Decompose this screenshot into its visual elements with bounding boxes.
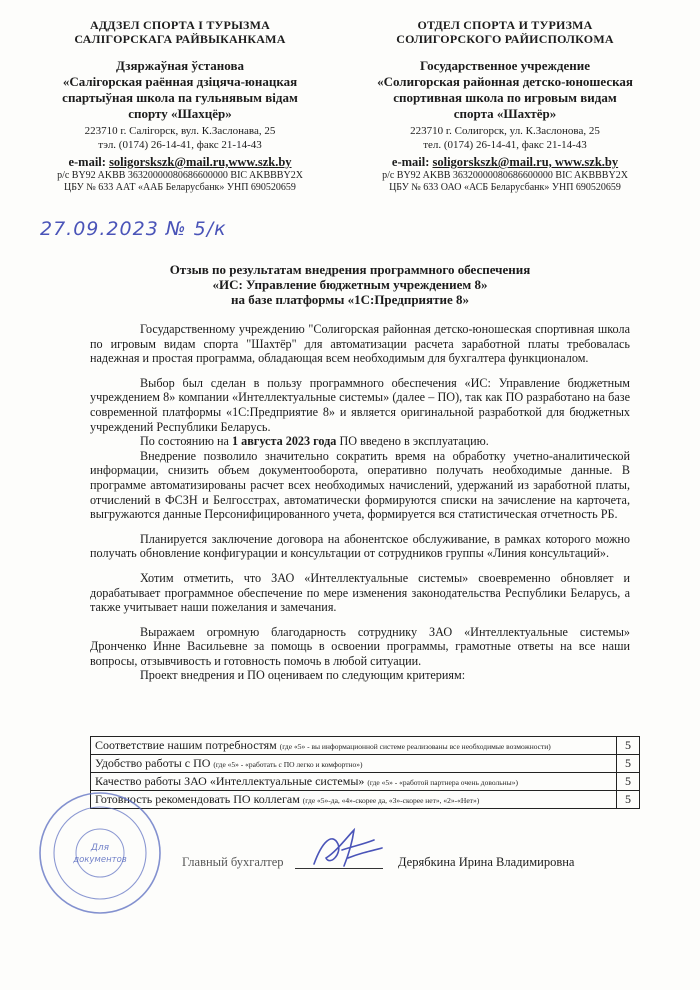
stamp-center-text-2: документов bbox=[73, 855, 127, 865]
signer-position: Главный бухгалтер bbox=[182, 855, 284, 869]
header-right bbox=[355, 18, 655, 194]
score-cell: 5 bbox=[617, 773, 640, 791]
criterion-cell bbox=[91, 773, 617, 791]
email-link[interactable]: soligorskszk@mail.ru, www.szk.by bbox=[432, 155, 619, 169]
addr-line1: 223710 г. Солигорск, ул. К.Заслонова, 25 bbox=[410, 125, 600, 137]
dept-line2-by: САЛІГОРСКАГА РАЙВЫКАНКАМА bbox=[74, 32, 286, 46]
inst-line1: Дзяржаўная ўстанова bbox=[116, 58, 244, 73]
criterion-label: Удобство работы с ПО bbox=[95, 756, 211, 770]
title-line2: «ИС: Управление бюджетным учреждением 8» bbox=[212, 277, 488, 292]
criterion-cell bbox=[91, 791, 617, 809]
criterion-cell bbox=[91, 755, 617, 773]
email-ru bbox=[355, 155, 655, 169]
paragraph-5: Планируется заключение договора на абонентское обслуживание, в рамках которого можно получать обновление конфигурации и консультации от сотрудников группы «Линия консультаций». bbox=[90, 531, 630, 561]
bank-line2: ЦБУ № 633 ААТ «ААБ Беларусбанк» УНП 690520659 bbox=[64, 182, 296, 193]
inst-line4: спорту «Шахцёр» bbox=[128, 106, 232, 121]
stamp-inner-ring bbox=[54, 807, 146, 899]
table-row bbox=[91, 791, 640, 809]
handwritten-date: 27.09.2023 № 5/к bbox=[40, 218, 227, 240]
criterion-cell bbox=[91, 737, 617, 755]
signer-name: Дерябкина Ирина Владимировна bbox=[398, 855, 575, 869]
score-cell: 5 bbox=[617, 737, 640, 755]
paragraph-4: Внедрение позволило значительно сократить время на обработку учетно-аналитической информации, снизить объем документооборота, оперативно получать необходимые данные. В программе автоматизированы расчет всех необходимых начислений, удержаний из заработной платы, отчислений в ФСЗН и Белгосстрах, автоматически формируются списки на зачисление на карточета, выгружаются данные Персонифицированного учета, формируется вся статистическая отчетность РБ. bbox=[90, 448, 630, 522]
bank-line1: р/с BY92 AKBB 36320000080686600000 BIC AKBBBY2X bbox=[382, 170, 628, 181]
paragraph-3 bbox=[90, 434, 630, 449]
email-by bbox=[30, 155, 330, 169]
signature-line bbox=[295, 868, 383, 869]
document-title bbox=[120, 262, 580, 307]
address-ru bbox=[355, 124, 655, 152]
criterion-label: Готовность рекомендовать ПО коллегам bbox=[95, 792, 300, 806]
criterion-label: Качество работы ЗАО «Интеллектуальные системы» bbox=[95, 774, 365, 788]
inst-line2: «Солигорская районная детско-юношеская bbox=[377, 74, 633, 89]
email-label: e-mail: bbox=[68, 155, 106, 169]
bank-details-ru bbox=[355, 170, 655, 194]
p3-pre: По состоянию на bbox=[140, 434, 232, 449]
table-row bbox=[91, 737, 640, 755]
criteria-table bbox=[90, 736, 640, 809]
table-row bbox=[91, 773, 640, 791]
bank-details-by bbox=[30, 170, 330, 194]
addr-line2: тел. (0174) 26-14-41, факс 21-14-43 bbox=[423, 139, 587, 151]
paragraph-1: Государственному учреждению "Солигорская районная детско-юношеская спортивная школа по игровым видам спорта "Шахтёр" для автоматизации расчета заработной платы требовалась надежная и простая программа, обладающая всем необходимым для бухгалтера функционалом. bbox=[90, 322, 630, 366]
paragraph-6: Хотим отметить, что ЗАО «Интеллектуальные системы» своевременно обновляет и дорабатывает программное обеспечение по мере изменения законодательства Республики Беларусь, а также учитывает наши пожелания и замечания. bbox=[90, 570, 630, 615]
stamp-center-text: Для bbox=[90, 843, 110, 853]
paragraph-8: Проект внедрения и ПО оцениваем по следующим критериям: bbox=[140, 668, 466, 683]
addr-line2: тэл. (0174) 26-14-41, факс 21-14-43 bbox=[98, 139, 262, 151]
inst-line1: Государственное учреждение bbox=[419, 58, 590, 73]
letter-body bbox=[90, 322, 630, 683]
score-cell: 5 bbox=[617, 755, 640, 773]
criterion-note: (где «5»-да, «4»-скорее да, «3»-скорее нет», «2»-«Нет») bbox=[302, 796, 480, 805]
title-line3: на базе платформы «1С:Предприятие 8» bbox=[231, 292, 469, 307]
criterion-label: Соответствие нашим потребностям bbox=[95, 738, 277, 752]
title-line1: Отзыв по результатам внедрения программного обеспечения bbox=[169, 262, 531, 277]
criterion-note: (где «5» - «работать с ПО легко и комфортно») bbox=[213, 760, 363, 769]
score-cell: 5 bbox=[617, 791, 640, 809]
inst-line2: «Салігорская раённая дзіцяча-юнацкая bbox=[62, 74, 298, 89]
addr-line1: 223710 г. Салігорск, вул. К.Заслонава, 25 bbox=[84, 125, 276, 137]
stamp-center-ring bbox=[76, 829, 124, 877]
criterion-note: (где «5» - вы информационной системе реализованы все необходимые возможности) bbox=[279, 742, 551, 751]
bank-line2: ЦБУ № 633 ОАО «АСБ Беларусбанк» УНП 690520659 bbox=[389, 182, 621, 193]
header-left bbox=[30, 18, 330, 194]
official-stamp bbox=[35, 788, 165, 918]
paragraph-7: Выражаем огромную благодарность сотруднику ЗАО «Интеллектуальные системы» Дронченко Инне Васильевне за помощь в освоении программы, грамотные ответы на все наши вопросы, отзывчивость и готовность помочь в любой ситуации. bbox=[90, 624, 630, 668]
dept-line1-ru: ОТДЕЛ СПОРТА И ТУРИЗМА bbox=[417, 18, 593, 32]
inst-line4: спорта «Шахтёр» bbox=[453, 106, 557, 121]
email-label: e-mail: bbox=[391, 155, 430, 169]
institution-name-by bbox=[30, 58, 330, 122]
paragraph-2: Выбор был сделан в пользу программного обеспечения «ИС: Управление бюджетным учреждением 8» компании «Интеллектуальные системы» (далее – ПО), так как ПО разработано на базе современной платформы «1С:Предприятие 8» и является оригинальной разработкой для бюджетных учреждений Республики Беларусь. bbox=[90, 375, 630, 434]
signature-stroke bbox=[314, 830, 382, 866]
commission-date: 1 августа 2023 года bbox=[231, 434, 337, 449]
criterion-note: (где «5» - «работой партнера очень довольны») bbox=[367, 778, 518, 787]
handwritten-signature bbox=[308, 822, 388, 878]
p3-post: ПО введено в эксплуатацию. bbox=[336, 434, 489, 449]
institution-name-ru bbox=[355, 58, 655, 122]
inst-line3: спортивная школа по игровым видам bbox=[393, 90, 617, 105]
email-link[interactable]: soligorskszk@mail.ru,www.szk.by bbox=[109, 155, 292, 169]
bank-line1: р/с BY92 AKBB 36320000080686600000 BIC AKBBBY2X bbox=[57, 170, 303, 181]
inst-line3: спартыўная школа па гульнявым відам bbox=[62, 90, 298, 105]
stamp-outer-ring bbox=[40, 793, 160, 913]
dept-line1-by: АДДЗЕЛ СПОРТА І ТУРЫЗМА bbox=[89, 18, 270, 32]
address-by bbox=[30, 124, 330, 152]
dept-line2-ru: СОЛИГОРСКОГО РАЙИСПОЛКОМА bbox=[396, 32, 614, 46]
table-row bbox=[91, 755, 640, 773]
